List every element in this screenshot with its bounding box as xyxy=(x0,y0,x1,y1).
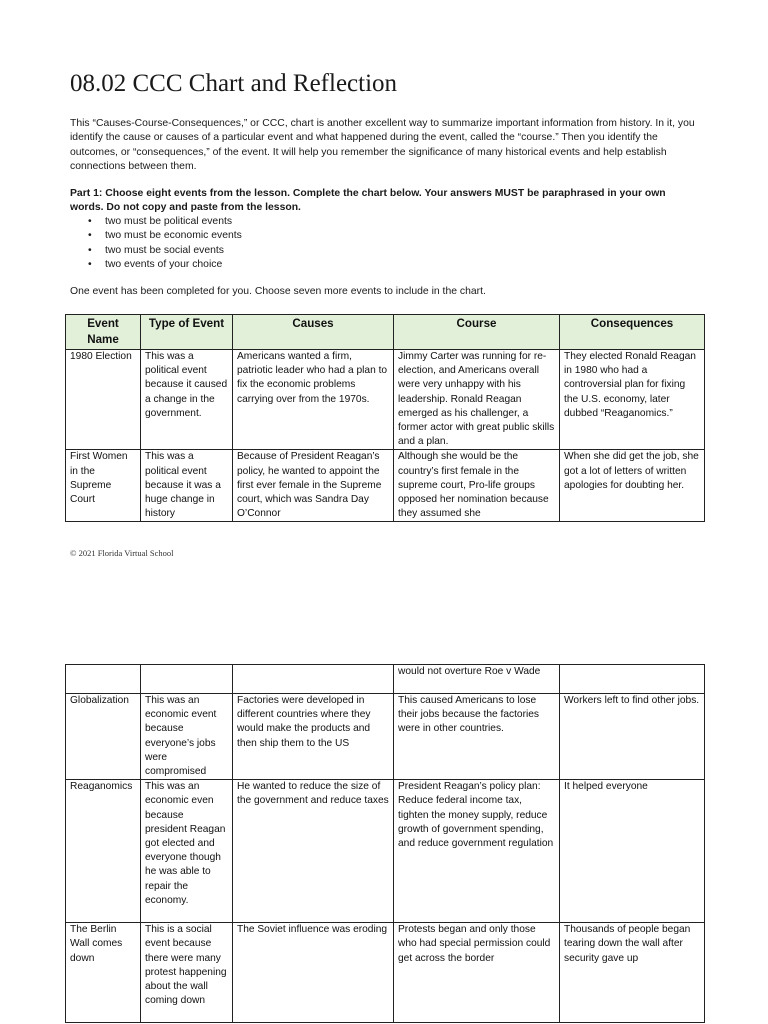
intro-paragraph: This “Causes-Course-Consequences,” or CCC, chart is another excellent way to summarize important information from history. In it, you identify the cause or causes of a particular event and what happened during the event, called the “course.” Then you identify the outcomes, or “consequences,” of the event. It will help you remember the significance of many historical events and help establish connections between them. xyxy=(70,118,695,172)
requirements-list xyxy=(88,215,242,272)
cell-course: Jimmy Carter was running for re-election, and Americans overall were very unhappy with his leadership. Ronald Reagan emerged as his challenger, a former actor with great public skills and a plan. xyxy=(394,350,560,450)
list-item: • two must be social events xyxy=(88,244,242,258)
cell-consequences: It helped everyone xyxy=(560,780,705,923)
cell-course: President Reagan’s policy plan: Reduce federal income tax, tighten the money supply, reduce growth of government spending, and reduce government regulation xyxy=(394,780,560,923)
cell-course: would not overture Roe v Wade xyxy=(394,665,560,694)
table-row xyxy=(66,350,705,450)
cell-causes xyxy=(233,665,394,694)
cell-causes: Factories were developed in different countries where they would make the products and then ship them to the US xyxy=(233,694,394,780)
bullet-icon: • xyxy=(88,230,92,242)
cell-causes: Because of President Reagan’s policy, he wanted to appoint the first ever female in the Supreme court, which was Sandra Day O’Connor xyxy=(233,450,394,522)
bullet-icon: • xyxy=(88,244,92,256)
table-row xyxy=(66,780,705,923)
page-title: 08.02 CCC Chart and Reflection xyxy=(70,70,398,97)
completion-note: One event has been completed for you. Choose seven more events to include in the chart. xyxy=(70,286,486,297)
cell-type-of-event: This is a social event because there were many protest happening about the wall coming down xyxy=(141,923,233,1023)
cell-consequences: Workers left to find other jobs. xyxy=(560,694,705,780)
cell-consequences: They elected Ronald Reagan in 1980 who had a controversial plan for fixing the U.S. economy, later dubbed “Reaganomics.” xyxy=(560,350,705,450)
cell-course: Although she would be the country’s first female in the supreme court, Pro-life groups opposed her nomination because they assumed she xyxy=(394,450,560,522)
header-causes: Causes xyxy=(233,315,394,350)
table-row xyxy=(66,450,705,522)
cell-type-of-event: This was an economic even because president Reagan got elected and everyone though he was able to repair the economy. xyxy=(141,780,233,923)
cell-event-name: Reaganomics xyxy=(66,780,141,923)
cell-event-name: First Women in the Supreme Court xyxy=(66,450,141,522)
bullet-icon: • xyxy=(88,258,92,270)
cell-event-name: 1980 Election xyxy=(66,350,141,450)
cell-causes: Americans wanted a firm, patriotic leader who had a plan to fix the economic problems carrying over from the 1970s. xyxy=(233,350,394,450)
cell-event-name xyxy=(66,665,141,694)
header-course: Course xyxy=(394,315,560,350)
header-event-name: Event Name xyxy=(66,315,141,350)
copyright-footer: © 2021 Florida Virtual School xyxy=(70,548,174,558)
list-item: • two must be political events xyxy=(88,215,242,229)
cell-consequences: When she did get the job, she got a lot of letters of written apologies for doubting her. xyxy=(560,450,705,522)
cell-event-name: Globalization xyxy=(66,694,141,780)
table-row xyxy=(66,694,705,780)
cell-causes: The Soviet influence was eroding xyxy=(233,923,394,1023)
part1-instructions: Part 1: Choose eight events from the lesson. Complete the chart below. Your answers MUST be paraphrased in your own words. Do not copy and paste from the lesson. xyxy=(70,188,666,214)
header-type-of-event: Type of Event xyxy=(141,315,233,350)
list-item: • two must be economic events xyxy=(88,229,242,243)
cell-type-of-event xyxy=(141,665,233,694)
cell-consequences xyxy=(560,665,705,694)
cell-consequences: Thousands of people began tearing down the wall after security gave up xyxy=(560,923,705,1023)
bullet-icon: • xyxy=(88,216,92,227)
cell-course: Protests began and only those who had special permission could get across the border xyxy=(394,923,560,1023)
cell-type-of-event: This was a political event because it caused a change in the government. xyxy=(141,350,233,450)
list-item: • two events of your choice xyxy=(88,258,242,272)
header-consequences: Consequences xyxy=(560,315,705,350)
cell-causes: He wanted to reduce the size of the government and reduce taxes xyxy=(233,780,394,923)
table-header-row xyxy=(66,315,705,350)
cell-type-of-event: This was an economic event because everyone’s jobs were compromised xyxy=(141,694,233,780)
table-row xyxy=(66,923,705,1023)
cell-event-name: The Berlin Wall comes down xyxy=(66,923,141,1023)
table-row xyxy=(66,665,705,694)
ccc-chart-table xyxy=(65,314,705,522)
cell-type-of-event: This was a political event because it was a huge change in history xyxy=(141,450,233,522)
cell-course: This caused Americans to lose their jobs because the factories were in other countries. xyxy=(394,694,560,780)
ccc-chart-table-continued xyxy=(65,664,705,1023)
